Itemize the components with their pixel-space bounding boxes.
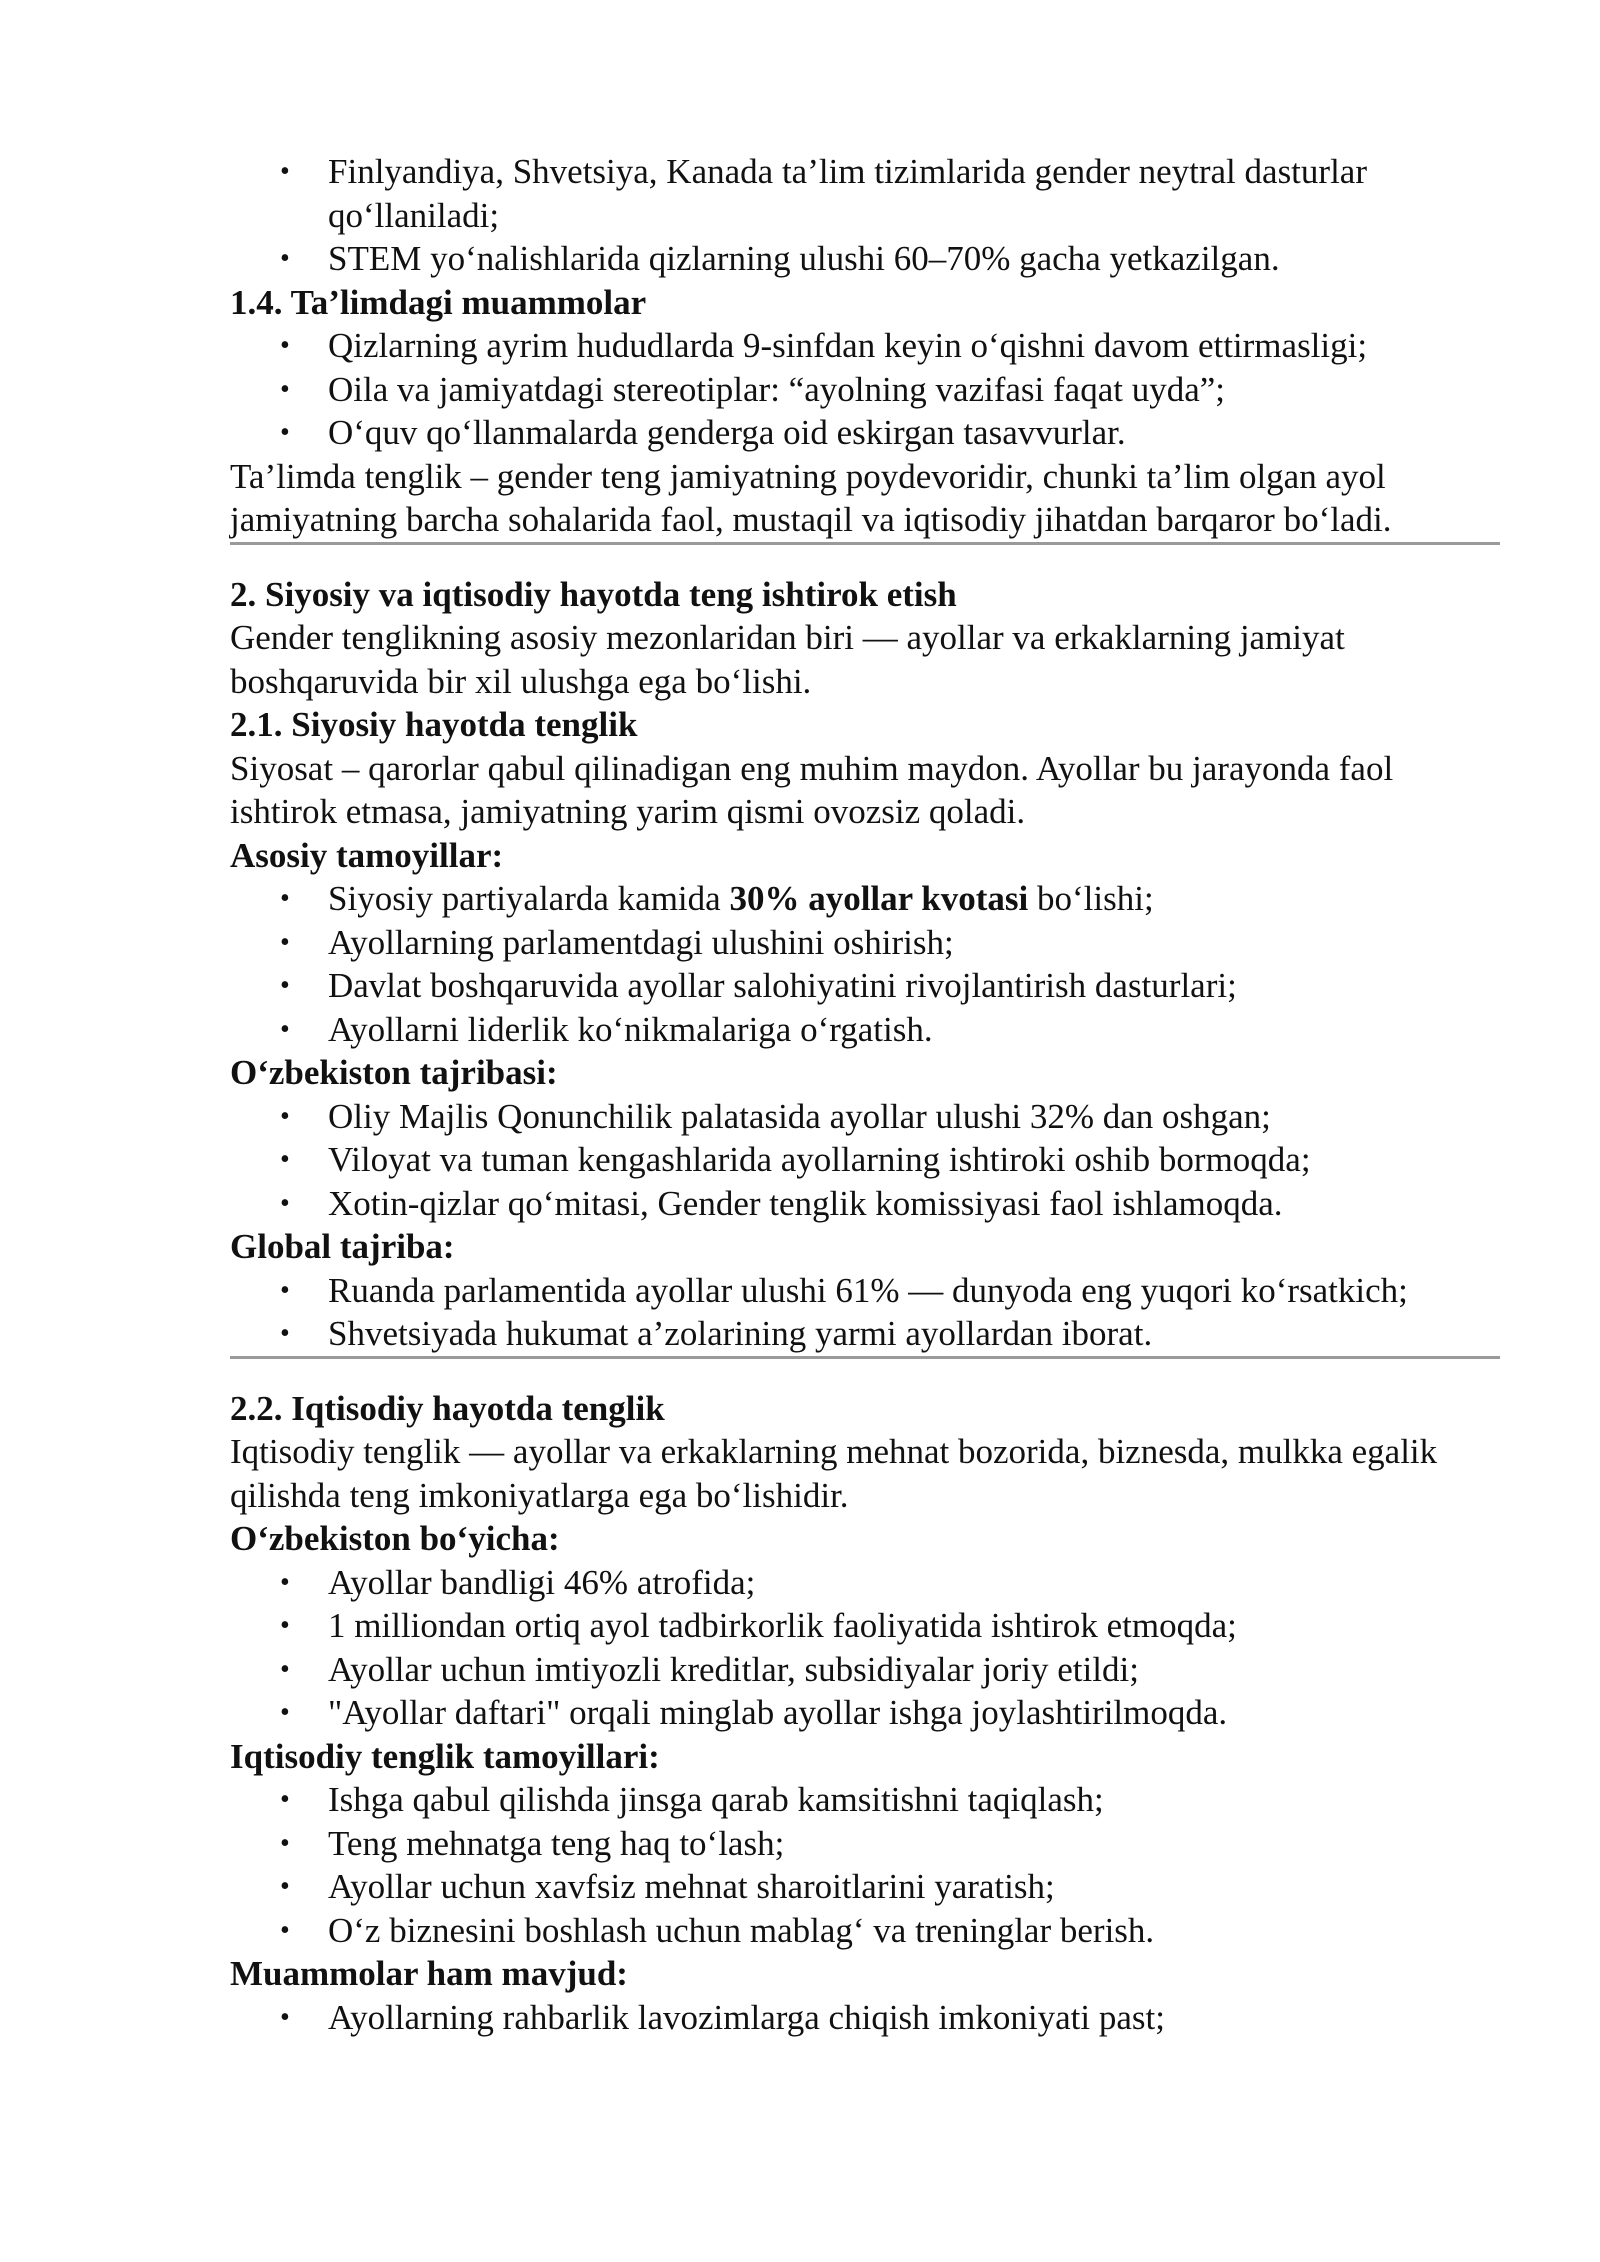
economic-principles-heading: Iqtisodiy tenglik tamoyillari:	[230, 1736, 660, 1776]
list-item: • STEM yo‘nalishlarida qizlarning ulushi 60–70% gacha yetkazilgan.	[328, 237, 1500, 281]
uzbekistan-experience-list	[230, 1095, 1500, 1226]
stem-list	[230, 150, 1500, 281]
list-item: • Xotin-qizlar qo‘mitasi, Gender tenglik komissiyasi faol ishlamoqda.	[328, 1182, 1500, 1226]
list-item: • Viloyat va tuman kengashlarida ayollarning ishtiroki oshib bormoqda;	[328, 1138, 1500, 1182]
list-item: • Oliy Majlis Qonunchilik palatasida ayollar ulushi 32% dan oshgan;	[328, 1095, 1500, 1139]
section-heading-2-1: 2.1. Siyosiy hayotda tenglik	[230, 705, 638, 744]
list-item: • Davlat boshqaruvida ayollar salohiyatini rivojlantirish dasturlari;	[328, 964, 1500, 1008]
list-item: • Ayollar uchun imtiyozli kreditlar, subsidiyalar joriy etildi;	[328, 1648, 1500, 1692]
section-2-intro: Gender tenglikning asosiy mezonlaridan biri — ayollar va erkaklarning jamiyat boshqaruvida bir xil ulushga ega bo‘lishi.	[230, 618, 1345, 701]
quota-bold: 30% ayollar kvotasi	[729, 879, 1029, 918]
uzbekistan-experience-heading: O‘zbekiston tajribasi:	[230, 1053, 558, 1092]
economic-principles-list	[230, 1778, 1500, 1952]
global-experience-heading: Global tajriba:	[230, 1227, 455, 1266]
document-page	[230, 150, 1500, 2039]
list-item: • Qizlarning ayrim hududlarda 9-sinfdan keyin o‘qishni davom ettirmasligi;	[328, 324, 1500, 368]
list-item: • Ayollarning parlamentdagi ulushini oshirish;	[328, 921, 1500, 965]
education-problems-list	[230, 324, 1500, 455]
quota-text-pre: Siyosiy partiyalarda kamida	[328, 879, 730, 918]
uzbekistan-stats-list	[230, 1561, 1500, 1735]
problems-list	[230, 1996, 1500, 2040]
list-item: • Shvetsiyada hukumat a’zolarining yarmi ayollardan iborat.	[328, 1312, 1500, 1356]
list-item: • O‘quv qo‘llanmalarda genderga oid eskirgan tasavvurlar.	[328, 411, 1500, 455]
list-item: • Teng mehnatga teng haq to‘lash;	[328, 1822, 1500, 1866]
list-item: • "Ayollar daftari" orqali minglab ayollar ishga joylashtirilmoqda.	[328, 1691, 1500, 1735]
list-item: • Ayollarning rahbarlik lavozimlarga chiqish imkoniyati past;	[328, 1996, 1500, 2040]
problems-heading: Muammolar ham mavjud:	[230, 1954, 628, 1993]
list-item: • Ayollar bandligi 46% atrofida;	[328, 1561, 1500, 1605]
section-2-1-intro: Siyosat – qarorlar qabul qilinadigan eng muhim maydon. Ayollar bu jarayonda faol ishtirok etmasa, jamiyatning yarim qismi ovozsiz qoladi.	[230, 748, 1394, 831]
list-item: • O‘z biznesini boshlash uchun mablag‘ va treninglar berish.	[328, 1909, 1500, 1953]
section-heading-2: 2. Siyosiy va iqtisodiy hayotda teng ishtirok etish	[230, 574, 957, 614]
education-conclusion: Ta’limda tenglik – gender teng jamiyatning poydevoridir, chunki ta’lim olgan ayol jamiyatning barcha sohalarida faol, mustaqil va iqtisodiy jihatdan barqaror bo‘ladi.	[230, 456, 1392, 539]
list-item: • Ayollar uchun xavfsiz mehnat sharoitlarini yaratish;	[328, 1865, 1500, 1909]
list-item: • Ishga qabul qilishda jinsga qarab kamsitishni taqiqlash;	[328, 1778, 1500, 1822]
list-item: • Ruanda parlamentida ayollar ulushi 61% — dunyoda eng yuqori ko‘rsatkich;	[328, 1269, 1500, 1313]
quota-text-post: bo‘lishi;	[1028, 879, 1154, 918]
list-item: • Oila va jamiyatdagi stereotiplar: “ayolning vazifasi faqat uyda”;	[328, 368, 1500, 412]
section-heading-1-4: 1.4. Ta’limdagi muammolar	[230, 282, 647, 322]
list-item: • 1 milliondan ortiq ayol tadbirkorlik faoliyatida ishtirok etmoqda;	[328, 1604, 1500, 1648]
list-item: • Ayollarni liderlik ko‘nikmalariga o‘rgatish.	[328, 1008, 1500, 1052]
principles-heading: Asosiy tamoyillar:	[230, 835, 504, 875]
uzbekistan-stats-heading: O‘zbekiston bo‘yicha:	[230, 1519, 560, 1558]
global-experience-list	[230, 1269, 1500, 1356]
political-principles-list	[230, 877, 1500, 1051]
list-item: • Finlyandiya, Shvetsiya, Kanada ta’lim tizimlarida gender neytral dasturlar qo‘llaniladi;	[328, 150, 1500, 237]
section-2-2-intro: Iqtisodiy tenglik — ayollar va erkaklarning mehnat bozorida, biznesda, mulkka egalik qilishda teng imkoniyatlarga ega bo‘lishidir.	[230, 1432, 1438, 1515]
list-item	[328, 877, 1500, 921]
section-heading-2-2: 2.2. Iqtisodiy hayotda tenglik	[230, 1388, 665, 1428]
